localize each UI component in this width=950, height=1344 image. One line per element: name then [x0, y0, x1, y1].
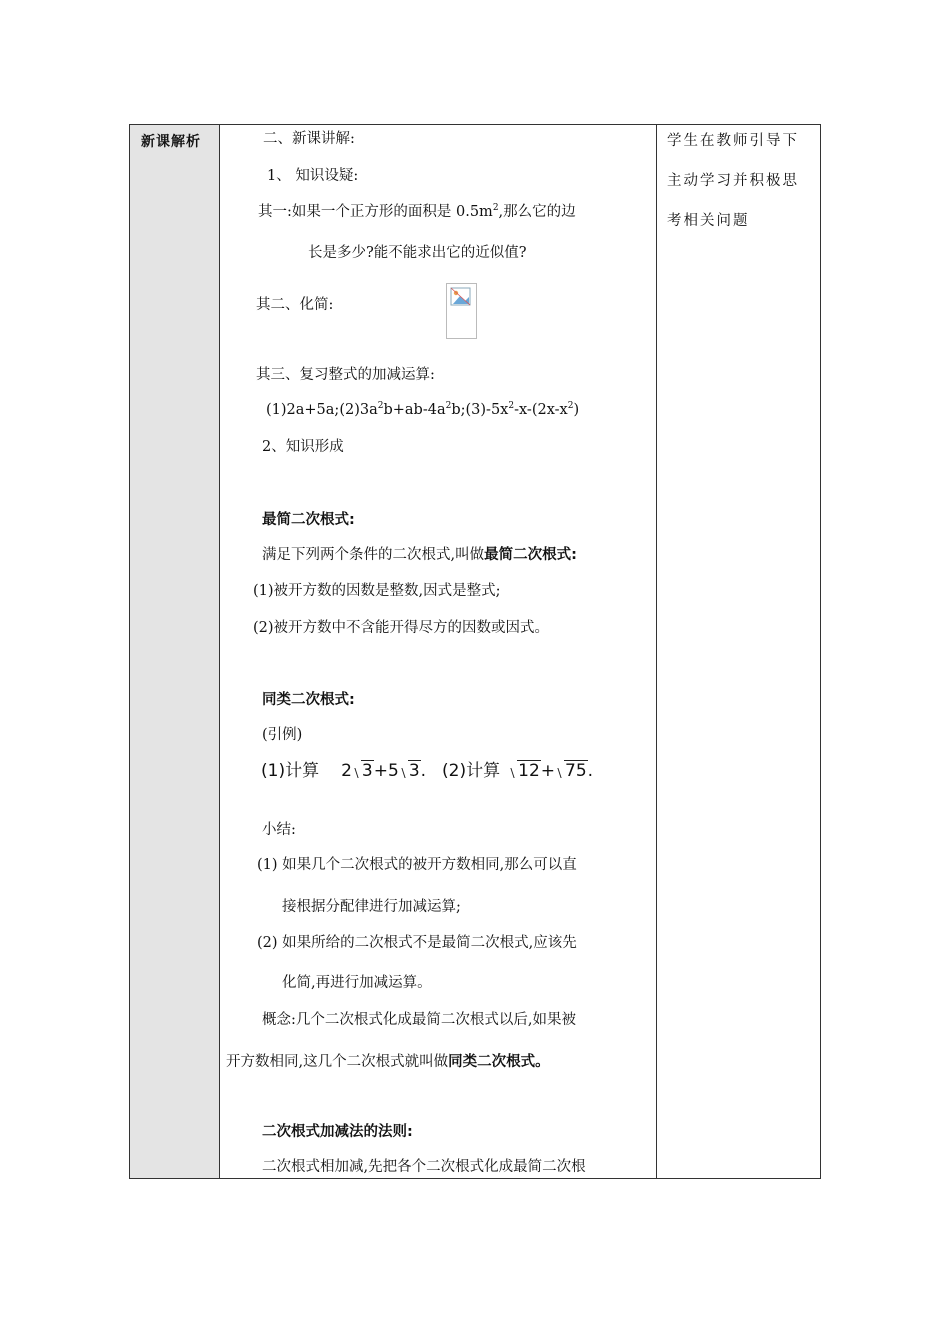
definition-intro: 满足下列两个条件的二次根式,叫做最简二次根式: — [262, 547, 577, 563]
section-label: 新课解析 — [141, 134, 201, 150]
lesson-content-cell — [220, 125, 657, 1178]
student-activity-line: 考相关问题 — [667, 213, 750, 229]
addition-rule-text: 二次根式相加减,先把各个二次根式化成最简二次根 — [262, 1159, 586, 1175]
student-activity-line: 主动学习并积极思 — [667, 173, 799, 189]
concept-definition-continued: 开方数相同,这几个二次根式就叫做同类二次根式。 — [226, 1054, 550, 1070]
lesson-table — [129, 124, 821, 1179]
subsection-heading: 1、 知识设疑: — [267, 168, 359, 184]
polynomial-exercises: $(1)2a+5a;(2)3a^2b+ab-4a^2b;(3)-5x^2-x-(2x-x^2)$ — [266, 401, 580, 418]
summary-point-two: (2) 如果所给的二次根式不是最简二次根式,应该先 — [257, 935, 577, 951]
student-activity-cell — [657, 125, 820, 1178]
example-expressions: (1)计算 2 3+5 3. (2)计算 12+ 75. — [261, 761, 594, 781]
condition-one: (1)被开方数的因数是整数,因式是整式; — [253, 583, 501, 599]
question-three: 其三、复习整式的加减运算: — [256, 367, 435, 383]
heading-addition-rule: 二次根式加减法的法则: — [262, 1124, 413, 1140]
condition-two: (2)被开方数中不含能开得尽方的因数或因式。 — [253, 620, 550, 636]
broken-image-placeholder — [446, 283, 477, 339]
heading-simplest-radical: 最简二次根式: — [262, 512, 355, 528]
concept-definition: 概念:几个二次根式化成最简二次根式以后,如果被 — [262, 1012, 576, 1028]
question-one-continued: 长是多少?能不能求出它的近似值? — [308, 245, 527, 261]
broken-image-icon — [450, 287, 472, 307]
summary-point-one: (1) 如果几个二次根式的被开方数相同,那么可以直 — [257, 857, 577, 873]
example-label: (引例) — [262, 727, 303, 743]
section-heading: 二、新课讲解: — [263, 131, 355, 147]
summary-label: 小结: — [262, 822, 296, 838]
summary-point-two-continued: 化简,再进行加减运算。 — [282, 975, 432, 991]
subsection-heading-2: 2、知识形成 — [262, 439, 344, 455]
question-one: 其一:如果一个正方形的面积是 $0.5m^2$,那么它的边 — [258, 203, 576, 220]
student-activity-line: 学生在教师引导下 — [667, 133, 799, 149]
heading-like-radicals: 同类二次根式: — [262, 692, 355, 708]
section-label-cell — [130, 125, 220, 1178]
question-two: 其二、化简: — [256, 297, 334, 313]
summary-point-one-continued: 接根据分配律进行加减运算; — [282, 899, 461, 915]
